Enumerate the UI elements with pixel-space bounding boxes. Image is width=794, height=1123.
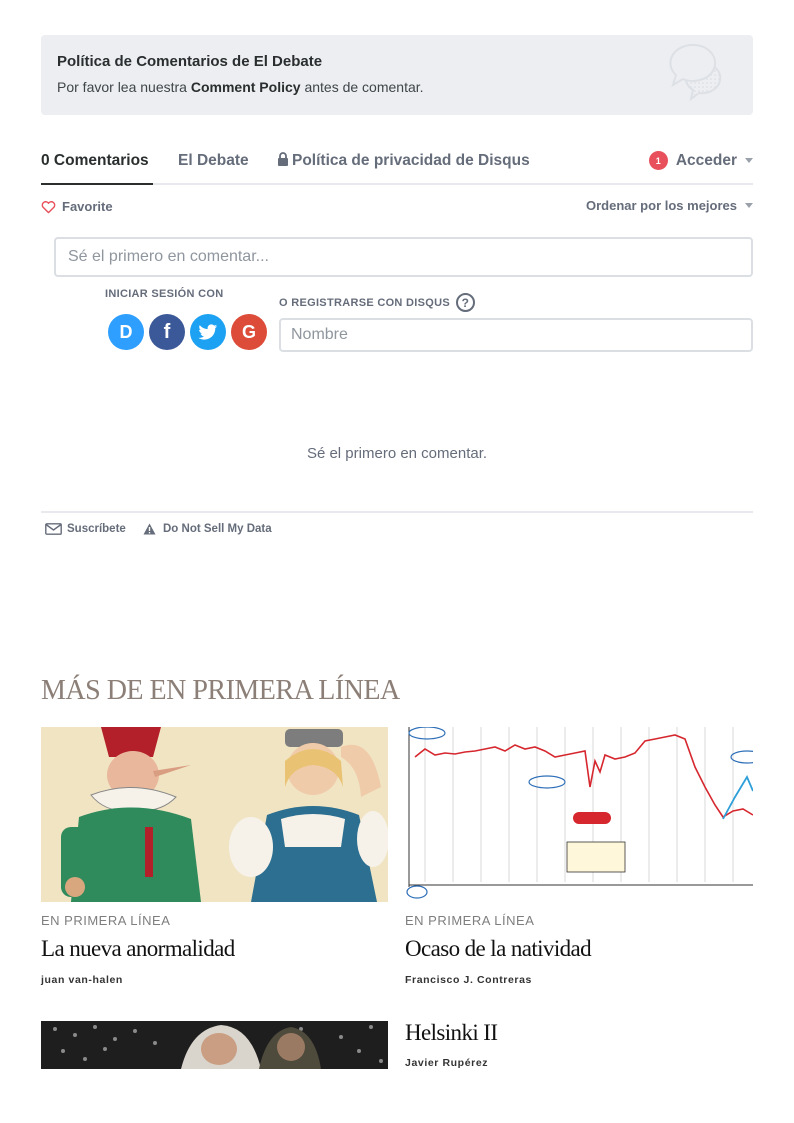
empty-comments-message: Sé el primero en comentar. <box>306 445 488 462</box>
article-title[interactable]: Helsinki II <box>405 1020 498 1045</box>
login-menu[interactable] <box>649 151 753 170</box>
tab-comments[interactable]: 0 Comentarios <box>41 152 149 169</box>
chat-bubbles-icon <box>665 41 733 109</box>
mail-icon <box>45 523 62 535</box>
help-icon[interactable]: ? <box>456 293 475 312</box>
comment-policy-link[interactable]: Comment Policy <box>190 79 301 95</box>
policy-text <box>57 79 424 95</box>
article-author[interactable]: Javier Rupérez <box>405 1057 489 1069</box>
google-icon: G <box>241 321 256 342</box>
footer-divider <box>41 511 753 513</box>
policy-text-before: Por favor lea nuestra <box>57 79 191 95</box>
article-image-ocaso-natividad[interactable] <box>405 727 753 902</box>
more-section-heading: MÁS DE EN PRIMERA LÍNEA <box>41 675 400 706</box>
do-not-sell-label: Do Not Sell My Data <box>163 523 272 535</box>
login-with-label: INICIAR SESIÓN CON <box>105 288 224 300</box>
article-author[interactable]: juan van-halen <box>41 974 123 986</box>
sort-dropdown[interactable] <box>586 198 753 213</box>
twitter-login-button[interactable] <box>190 314 226 350</box>
comment-policy-banner <box>41 35 753 115</box>
sort-label: Ordenar por los mejores <box>586 198 737 213</box>
tab-el-debate[interactable]: El Debate <box>178 152 249 169</box>
name-input[interactable] <box>279 318 753 352</box>
article-kicker: EN PRIMERA LÍNEA <box>405 913 535 928</box>
article-image-nueva-anormalidad[interactable] <box>41 727 388 902</box>
subscribe-link[interactable] <box>45 523 126 535</box>
tab-privacy-policy[interactable] <box>277 152 530 170</box>
facebook-icon: f <box>163 320 171 343</box>
favorite-label: Favorite <box>62 199 113 214</box>
heart-icon <box>41 200 56 214</box>
login-label: Acceder <box>675 151 737 169</box>
chevron-down-icon <box>745 158 753 163</box>
do-not-sell-link[interactable] <box>143 523 272 535</box>
facebook-login-button[interactable] <box>149 314 185 350</box>
register-with-disqus-label <box>279 293 475 312</box>
comment-tabs <box>41 143 753 185</box>
google-login-button[interactable] <box>231 314 267 350</box>
chevron-down-icon <box>745 203 753 208</box>
policy-title: Política de Comentarios de El Debate <box>57 53 323 70</box>
disqus-login-button[interactable] <box>108 314 144 350</box>
article-author[interactable]: Francisco J. Contreras <box>405 974 532 986</box>
active-tab-underline <box>41 183 153 185</box>
policy-text-after: antes de comentar. <box>300 79 424 95</box>
privacy-label: Política de privacidad de Disqus <box>292 152 530 169</box>
article-title[interactable]: Ocaso de la natividad <box>405 936 592 961</box>
disqus-icon: D <box>119 321 133 342</box>
subscribe-label: Suscríbete <box>67 523 126 535</box>
social-login-buttons <box>108 314 272 350</box>
lock-icon <box>277 152 289 166</box>
article-kicker: EN PRIMERA LÍNEA <box>41 913 171 928</box>
warning-icon <box>143 523 156 535</box>
register-label-text: O REGISTRARSE CON DISQUS <box>279 296 450 309</box>
notification-badge[interactable]: 1 <box>649 151 668 170</box>
article-image-nativity[interactable] <box>41 1021 388 1069</box>
comment-input[interactable] <box>54 237 753 277</box>
article-title[interactable]: La nueva anormalidad <box>41 936 235 961</box>
twitter-bird-icon <box>198 324 218 341</box>
favorite-button[interactable] <box>41 199 113 214</box>
